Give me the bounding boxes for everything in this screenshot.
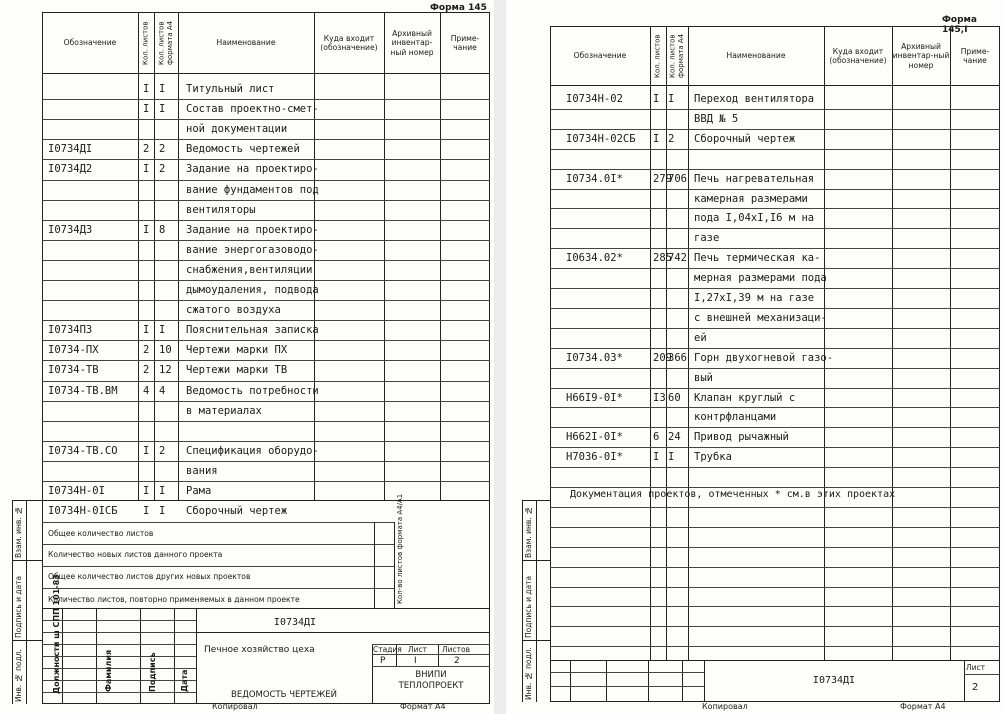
column-divider	[178, 13, 179, 500]
summary-top-line	[42, 500, 490, 501]
header-sheets-count: Кол. листов	[141, 21, 150, 65]
row-line	[42, 220, 490, 221]
row-name: пода I,04хI,I6 м на	[694, 212, 815, 225]
title-sheet-label: Лист	[966, 663, 986, 672]
row-designation: I0734Д2	[48, 163, 93, 176]
row-name: Спецификация оборудо-	[186, 444, 319, 457]
header-sheets-a4: Кол. листов формата А4	[668, 33, 685, 79]
row-name: газе	[694, 232, 720, 245]
row-line	[42, 180, 490, 181]
column-divider	[138, 13, 139, 500]
row-designation: Н66I9-0I*	[566, 391, 623, 404]
row-sheet-count: 4	[143, 384, 150, 397]
row-line	[550, 189, 1000, 190]
row-name: дымоудаления, подвода	[186, 284, 319, 296]
row-sheet-count: I	[143, 163, 150, 176]
row-a4-count: I	[668, 451, 675, 464]
summary-a4-count-label: Кол-во листов формата А4/А1	[396, 493, 404, 604]
row-name: Задание на проектиро-	[186, 223, 319, 236]
page-gutter	[494, 0, 506, 714]
row-designation: I0734-ТВ.СО	[48, 444, 118, 457]
header-separator	[550, 85, 1000, 86]
row-name: с внешней механизаци-	[694, 311, 827, 324]
row-line	[550, 228, 1000, 229]
column-divider	[314, 13, 315, 500]
row-line	[550, 388, 1000, 389]
row-designation: I0634.02*	[566, 252, 623, 265]
row-line	[42, 320, 490, 321]
form-number: Форма 145,I	[942, 15, 977, 35]
row-name: Печь термическая ка-	[694, 252, 821, 265]
org-name-line2: ТЕПЛОПРОЕКТ	[398, 681, 464, 691]
row-a4-count: 4	[159, 384, 166, 397]
row-sheet-count: I	[653, 93, 660, 105]
title-object-name: Печное хозяйство цеха	[204, 645, 315, 655]
row-name: вание фундаментов под	[186, 183, 319, 196]
row-line	[42, 159, 490, 160]
row-sheet-count: 285	[653, 252, 672, 265]
header-included-in: Куда входит (обозначение)	[829, 46, 887, 65]
title-sheets-value: 2	[454, 656, 460, 666]
row-name: Ведомость чертежей	[186, 143, 300, 156]
projects-note: Документация проектов, отмеченных * см.в этих проектах	[570, 489, 896, 500]
org-name-line1: ВНИПИ	[415, 670, 447, 680]
row-sheet-count: I	[653, 451, 660, 464]
row-line	[550, 129, 1000, 130]
row-name: ей	[694, 331, 707, 344]
row-name: Горн двухогневой газо-	[694, 351, 834, 364]
title-stage-value: Р	[380, 656, 386, 666]
row-sheet-count: I	[143, 485, 150, 497]
row-name: вание энергогазоводо-	[186, 243, 319, 256]
row-designation: Н662I-0I*	[566, 431, 623, 444]
header-note: Приме-чание	[960, 46, 990, 65]
header-designation: Обозначение	[573, 51, 627, 61]
row-a4-count: I	[668, 93, 675, 105]
row-sheet-count: 209	[653, 351, 672, 364]
row-line	[550, 547, 1000, 548]
row-a4-count: I	[159, 324, 166, 337]
row-sheet-count: I	[143, 83, 150, 95]
header-archive-number: Архивный инвентар-ный номер	[390, 28, 434, 57]
row-name: Сборочный чертеж	[186, 505, 288, 518]
title-block-top	[42, 608, 490, 609]
row-name: Титульный лист	[186, 83, 275, 95]
summary-new-sheets: Количество новых листов данного проекта	[48, 550, 223, 559]
row-line	[550, 447, 1000, 448]
title-sheet-value: I	[414, 656, 417, 666]
row-name: контрфланцами	[694, 411, 777, 424]
row-a4-count: 742	[668, 252, 687, 265]
row-name: Печь нагревательная	[694, 172, 815, 185]
row-name: Чертежи марки ПХ	[186, 344, 288, 357]
row-sheet-count: 2	[143, 364, 150, 377]
row-a4-count: 60	[668, 391, 681, 404]
row-sheet-count: 6	[653, 431, 660, 444]
row-name: в материалах	[186, 404, 262, 417]
row-a4-count: 2	[668, 132, 675, 145]
sidebar-replacement-inventory: Взам. инв. №	[524, 505, 533, 558]
row-name: вый	[694, 371, 713, 384]
row-a4-count: 12	[159, 364, 172, 377]
row-line	[42, 99, 490, 100]
row-designation: I0734-ТВ	[48, 364, 99, 377]
row-name: Ведомость потребности	[186, 384, 319, 397]
title-col-date: Дата	[180, 669, 189, 692]
row-line	[550, 208, 1000, 209]
row-designation: I0734ДI	[48, 143, 93, 156]
row-a4-count: 2	[159, 444, 166, 457]
footer-format: Формат А4	[400, 702, 446, 711]
title-document-name: ВЕДОМОСТЬ ЧЕРТЕЖЕЙ	[231, 690, 337, 700]
row-sheet-count: I	[143, 103, 150, 116]
row-a4-count: 24	[668, 431, 681, 444]
title-sheets-label: Листов	[442, 645, 471, 654]
row-line	[42, 401, 490, 402]
column-divider	[650, 27, 651, 660]
row-line	[550, 467, 1000, 468]
header-included-in: Куда входит (обозначение)	[320, 33, 378, 52]
title-sheet-label: Лист	[408, 645, 428, 654]
row-line	[42, 481, 490, 482]
row-sheet-count: 2	[143, 143, 150, 156]
row-line	[550, 407, 1000, 408]
row-designation: I0734-ПХ	[48, 344, 99, 357]
row-line	[550, 646, 1000, 647]
row-sheet-count: I3	[653, 391, 666, 404]
row-name: I,27хI,39 м на газе	[694, 292, 815, 304]
row-name: Клапан круглый с	[694, 391, 796, 404]
row-name: Переход вентилятора	[694, 93, 815, 105]
row-a4-count: 8	[159, 223, 166, 236]
summary-other-sheets: Общее количество листов других новых проектов	[48, 572, 251, 581]
footer-copied: Копировал	[212, 702, 258, 711]
row-line	[550, 527, 1000, 528]
row-sheet-count: I	[143, 324, 150, 337]
row-line	[42, 139, 490, 140]
row-designation: I0734Д3	[48, 223, 93, 236]
row-line	[42, 360, 490, 361]
row-name: сжатого воздуха	[186, 304, 281, 317]
column-divider	[824, 27, 825, 660]
row-name: вания	[186, 464, 218, 477]
row-line	[550, 348, 1000, 349]
row-line	[550, 149, 1000, 150]
row-line	[550, 487, 1000, 488]
row-line	[550, 507, 1000, 508]
row-line	[42, 240, 490, 241]
header-name: Наименование	[216, 38, 276, 48]
row-name: вентиляторы	[186, 203, 256, 216]
column-divider	[440, 13, 441, 500]
row-line	[42, 119, 490, 120]
row-name: Задание на проектиро-	[186, 163, 319, 176]
title-sheet-value: 2	[972, 682, 979, 693]
title-doc-code: I0734ДI	[812, 675, 856, 686]
row-designation: I0734Н-02	[566, 93, 623, 105]
sidebar-signature-date: Подпись и дата	[524, 575, 533, 638]
title-col-signature: Подпись	[148, 652, 157, 692]
title-block-top	[550, 660, 1000, 661]
row-line	[550, 169, 1000, 170]
row-line	[550, 606, 1000, 607]
row-line	[550, 567, 1000, 568]
row-designation: Н7036-0I*	[566, 451, 623, 464]
row-designation: I0734Н-0IСБ	[48, 505, 118, 518]
row-name: Состав проектно-смет-	[186, 103, 319, 116]
summary-total-sheets: Общее количество листов	[48, 529, 154, 538]
title-stamp-position: Должности ш СПП 101-83	[52, 574, 61, 694]
row-a4-count: I	[159, 103, 166, 116]
drawing-list-sheet-2	[506, 0, 1002, 714]
column-divider	[666, 27, 667, 660]
drawing-list-sheet-1	[0, 0, 494, 714]
row-designation: I0734.03*	[566, 351, 623, 364]
row-line	[42, 200, 490, 201]
row-line	[550, 328, 1000, 329]
row-sheet-count: I	[143, 505, 150, 518]
row-a4-count: 2	[159, 163, 166, 176]
row-line	[550, 427, 1000, 428]
row-sheet-count: 2	[143, 344, 150, 357]
row-sheet-count: I	[653, 132, 660, 145]
header-designation: Обозначение	[63, 38, 117, 48]
row-line	[42, 260, 490, 261]
row-line	[42, 300, 490, 301]
summary-reused-sheets: Количество листов, повторно применяемых в данном проекте	[48, 595, 300, 604]
row-a4-count: I	[159, 505, 166, 518]
header-separator	[42, 73, 490, 74]
row-name: снабжения,вентиляции	[186, 263, 313, 276]
row-a4-count: 366	[668, 351, 687, 364]
column-divider	[688, 27, 689, 660]
row-name: мерная размерами пода	[694, 272, 827, 285]
title-doc-code: I0734ДI	[273, 617, 317, 628]
row-a4-count: 10	[159, 344, 172, 357]
row-line	[550, 109, 1000, 110]
row-line	[42, 421, 490, 422]
row-line	[550, 308, 1000, 309]
row-name: Рама	[186, 485, 212, 497]
row-line	[42, 340, 490, 341]
row-a4-count: 2	[159, 143, 166, 156]
row-line	[550, 587, 1000, 588]
row-name: Привод рычажный	[694, 431, 789, 444]
row-name: Чертежи марки ТВ	[186, 364, 288, 377]
title-stage-label: Стадия	[373, 645, 402, 654]
row-sheet-count: 279	[653, 172, 672, 185]
row-a4-count: 706	[668, 172, 687, 185]
row-sheet-count: I	[143, 223, 150, 236]
column-divider	[384, 13, 385, 500]
row-name: ВВД № 5	[694, 112, 739, 125]
row-sheet-count: I	[143, 444, 150, 457]
sidebar-inventory-original: Инв. № подл.	[524, 647, 533, 700]
row-name: камерная размерами	[694, 192, 808, 205]
row-name: Пояснительная записка	[186, 324, 319, 337]
header-sheets-count: Кол. листов	[653, 34, 662, 78]
row-name: Трубка	[694, 451, 732, 464]
row-line	[550, 626, 1000, 627]
row-line	[550, 288, 1000, 289]
column-divider	[154, 13, 155, 500]
header-archive-number: Архивный инвентар-ный номер	[892, 41, 950, 70]
row-designation: I0734.0I*	[566, 172, 623, 185]
title-col-surname: Фамилия	[104, 649, 113, 692]
row-line	[550, 268, 1000, 269]
row-line	[42, 280, 490, 281]
row-designation: I0734Н-02СБ	[566, 132, 636, 145]
row-line	[550, 368, 1000, 369]
row-a4-count: I	[159, 485, 166, 497]
sidebar-inventory-original: Инв. № подл.	[14, 649, 23, 702]
row-designation: I0734ПЗ	[48, 324, 93, 337]
sidebar-replacement-inventory: Взам. инв. №	[14, 505, 23, 558]
footer-format: Формат А4	[900, 702, 946, 711]
column-divider	[892, 27, 893, 660]
sidebar-signature-date: Подпись и дата	[14, 575, 23, 638]
row-name: Сборочный чертеж	[694, 132, 796, 145]
footer-copied: Копировал	[702, 702, 748, 711]
row-name: ной документации	[186, 123, 288, 136]
header-name: Наименование	[726, 51, 786, 61]
row-line	[42, 461, 490, 462]
row-line	[42, 381, 490, 382]
row-designation: I0734Н-0I	[48, 485, 105, 497]
form-number: Форма 145	[430, 3, 487, 13]
row-line	[42, 441, 490, 442]
column-divider	[950, 27, 951, 660]
row-designation: I0734-ТВ.ВМ	[48, 384, 118, 397]
header-sheets-a4: Кол. листов формата А4	[157, 20, 174, 66]
row-line	[550, 248, 1000, 249]
sheet-frame	[550, 26, 1000, 702]
header-note: Приме-чание	[450, 33, 480, 52]
row-a4-count: I	[159, 83, 166, 95]
